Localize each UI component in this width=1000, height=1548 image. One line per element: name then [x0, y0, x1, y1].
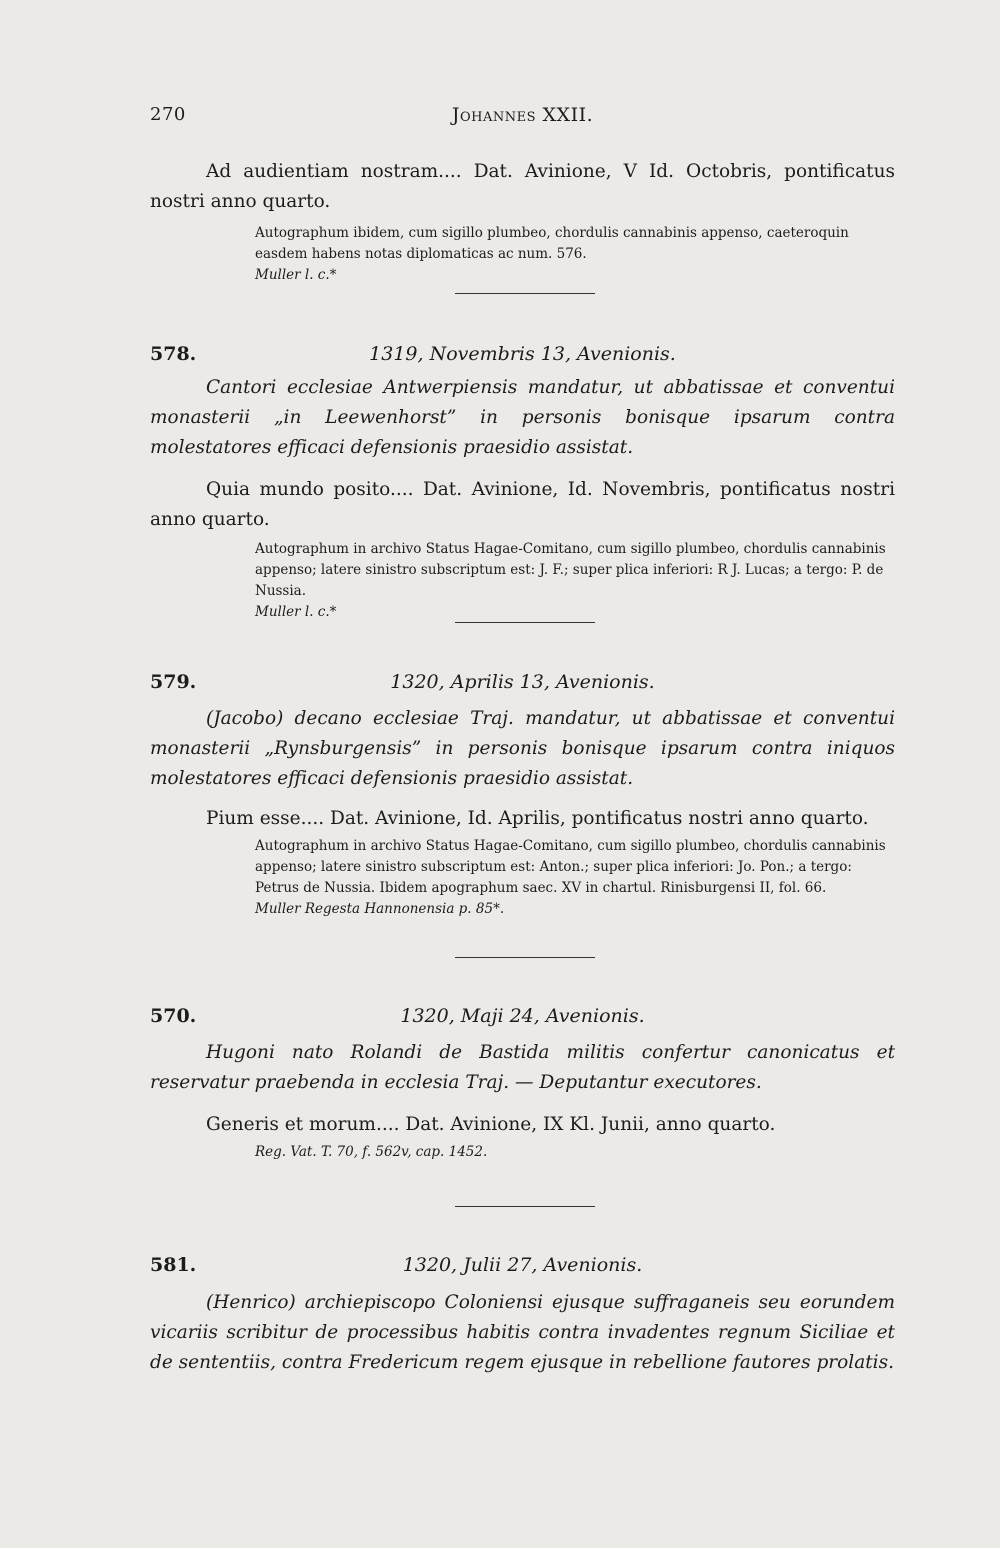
entry-reference: Muller l. c.* — [255, 604, 337, 620]
divider — [455, 957, 595, 958]
entry-summary: Cantori ecclesiae Antwerpiensis mandatur, ut abbatissae et conventui monasterii „in Leewenhorst” in personis bonisque ipsarum contra molestatores efficaci defensionis praesidio assistat. — [150, 377, 895, 458]
entry-date: 1319, Novembris 13, Avenionis. — [369, 343, 676, 365]
entry-text: Ad audientiam nostram.... Dat. Avinione, V Id. Octobris, pontificatus nostri anno quarto. — [150, 161, 895, 212]
entry-summary: (Jacobo) decano ecclesiae Traj. mandatur, ut abbatissae et conventui monasterii „Rynsburgensis” in personis bonisque ipsarum contra iniquos molestatores efficaci defensionis praesidio assistat. — [150, 708, 895, 789]
entry-text: Pium esse.... Dat. Avinione, Id. Aprilis, pontificatus nostri anno quarto. — [206, 808, 869, 829]
entry-579-body — [150, 704, 895, 920]
entry-date: 1320, Julii 27, Avenionis. — [402, 1254, 643, 1276]
entry-577-continuation — [150, 157, 895, 286]
entry-header — [150, 343, 895, 373]
divider — [455, 622, 595, 623]
entry-number: 579. — [150, 671, 197, 693]
entry-summary: Hugoni nato Rolandi de Bastida militis confertur canonicatus et reservatur praebenda in ecclesia Traj. — Deputantur executores. — [150, 1042, 895, 1093]
entry-date: 1320, Aprilis 13, Avenionis. — [390, 671, 655, 693]
page-number: 270 — [150, 104, 186, 125]
entry-581-body — [150, 1288, 895, 1378]
entry-note: Autographum in archivo Status Hagae-Comitano, cum sigillo plumbeo, chordulis cannabinis appenso; latere sinistro subscriptum est: Anton.; super plica inferiori: Jo. Pon.; a tergo: Petrus de Nussia. Ibidem apographum saec. XV in chartul. Rinisburgensi II, fol. 66. — [255, 838, 886, 896]
page-title: Johannes XXII. — [451, 104, 594, 126]
entry-number: 581. — [150, 1254, 197, 1276]
entry-header — [150, 671, 895, 701]
entry-reference: Muller l. c.* — [255, 267, 337, 283]
divider — [455, 1206, 595, 1207]
entry-578-body — [150, 373, 895, 623]
entry-summary: (Henrico) archiepiscopo Coloniensi ejusque suffraganeis seu eorundem vicariis scribitur de processibus habitis contra invadentes regnum Siciliae et de sententiis, contra Fredericum regem ejusque in rebellione fautores prolatis. — [150, 1292, 895, 1373]
entry-note: Autographum ibidem, cum sigillo plumbeo, chordulis cannabinis appenso, caeteroquin easdem habens notas diplomaticas ac num. 576. — [255, 225, 849, 262]
entry-date: 1320, Maji 24, Avenionis. — [400, 1005, 645, 1027]
entry-header — [150, 1254, 895, 1284]
entry-reference: Muller Regesta Hannonensia p. 85*. — [255, 901, 505, 917]
entry-text: Quia mundo posito.... Dat. Avinione, Id. Novembris, pontificatus nostri anno quarto. — [150, 479, 895, 530]
entry-note: Autographum in archivo Status Hagae-Comitano, cum sigillo plumbeo, chordulis cannabinis appenso; latere sinistro subscriptum est: J. F.; super plica inferiori: R J. Lucas; a tergo: P. de Nussia. — [255, 541, 886, 599]
entry-header — [150, 1005, 895, 1035]
divider — [455, 293, 595, 294]
entry-number: 578. — [150, 343, 197, 365]
entry-text: Generis et morum.... Dat. Avinione, IX Kl. Junii, anno quarto. — [206, 1114, 776, 1135]
entry-note: Reg. Vat. T. 70, f. 562v, cap. 1452. — [255, 1144, 488, 1160]
entry-570-body — [150, 1038, 895, 1163]
entry-number: 570. — [150, 1005, 197, 1027]
